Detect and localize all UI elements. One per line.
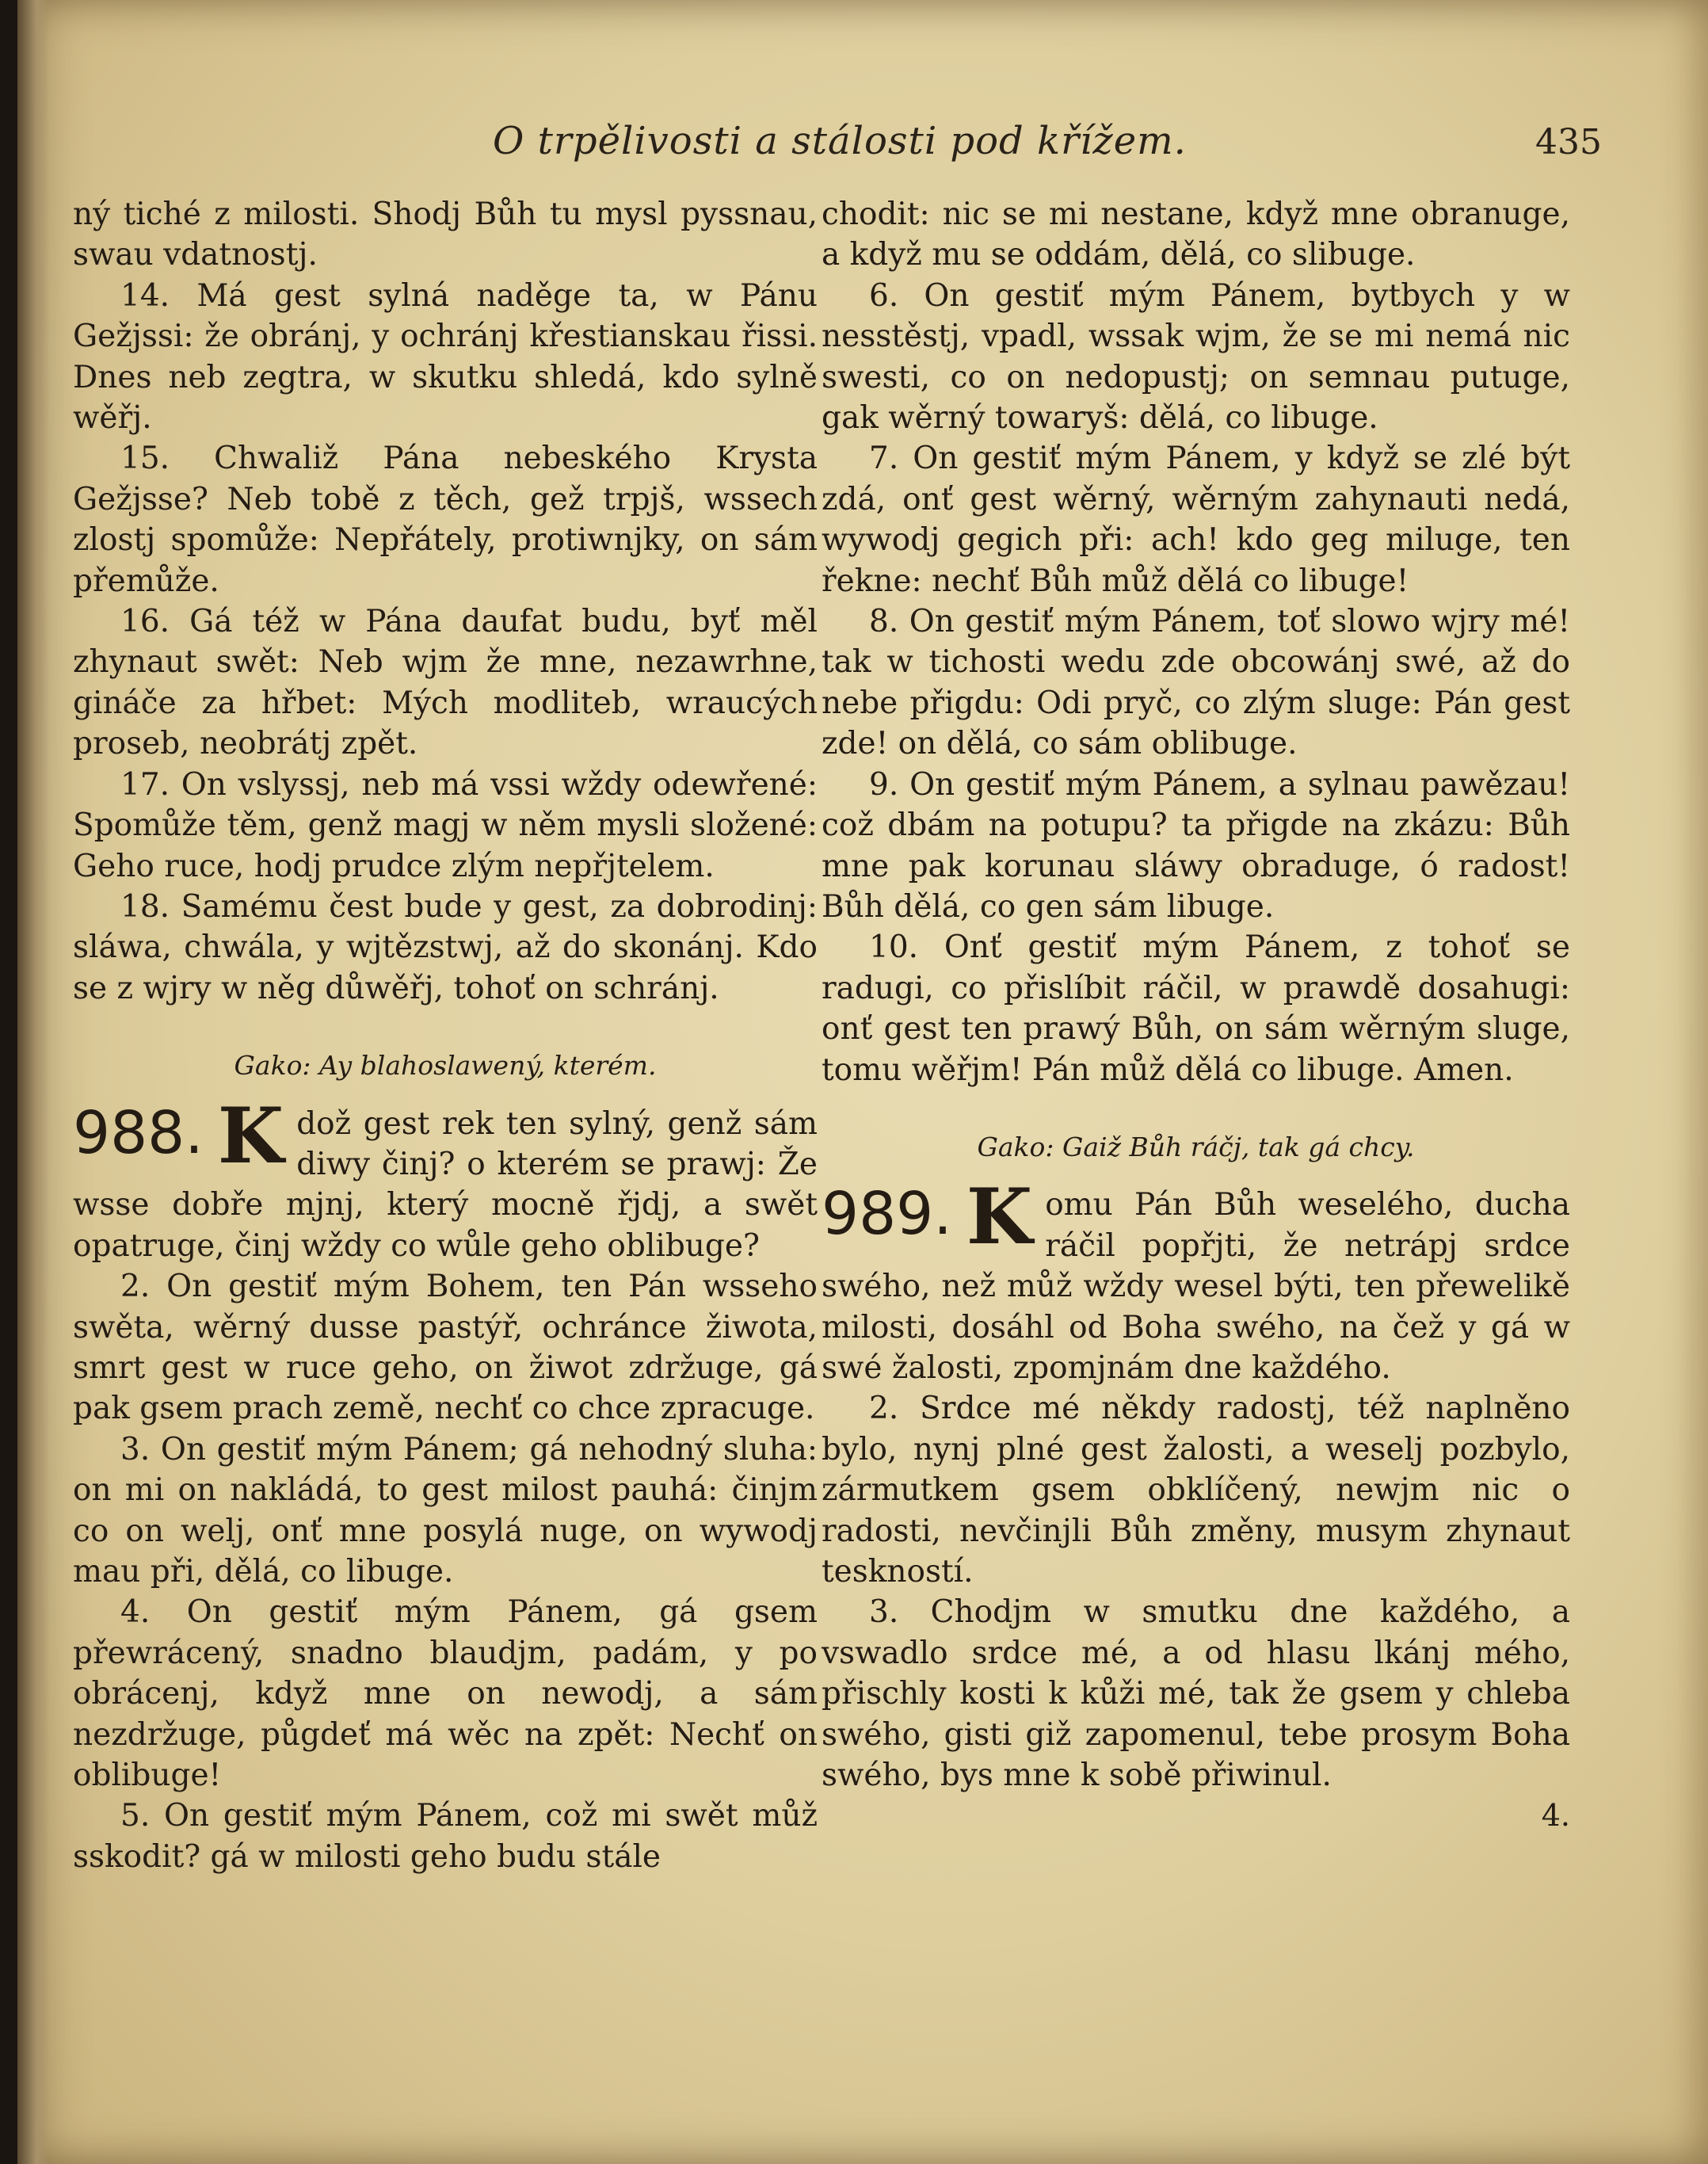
hymn-989	[822, 1172, 1570, 1388]
page-number: 435	[1535, 122, 1602, 162]
verse-14: 14. Má gest sylná naděge ta, w Pánu Gežjssi: že obránj, y ochránj křestianskau řissi. Dnes neb zegtra, w skutku shledá, kdo sylně wěřj.	[73, 277, 818, 437]
verse-continuation: ný tiché z milosti. Shodj Bůh tu mysl pyssnau, swau vdatnostj.	[73, 197, 818, 273]
hymn-number: 988.	[73, 1098, 204, 1167]
verse-6: 6. On gestiť mým Pánem, bytbych y w nesstěstj, vpadl, wssak wjm, že se mi nemá nic swesti, co on nedopustj; on semnau putuge, gak wěrný towaryš: dělá, co libuge.	[822, 277, 1570, 437]
hymn-988	[73, 1090, 818, 1267]
right-column	[822, 194, 1570, 1837]
verse-18: 18. Samému čest bude y gest, za dobrodinj: sláwa, chwála, y wjtězstwj, až do skonánj. Kdo se z wjry w něg důwěřj, tohoť on schránj.	[73, 888, 818, 1006]
verse-2: 2. Srdce mé někdy radostj, též naplněno bylo, nynj plné gest žalosti, a weselj pozbylo, zármutkem gsem obklíčený, newjm nic o radosti, nevčinjli Bůh změny, musym zhynaut teskností.	[822, 1391, 1570, 1590]
verse-10: 10. Onť gestiť mým Pánem, z tohoť se radugi, co přislíbit ráčil, w prawdě dosahugi: onť gest ten prawý Bůh, on sám wěrným sluge, tomu wěřjm! Pán můž dělá co libuge. Amen.	[822, 929, 1570, 1088]
drop-initial: K	[217, 1090, 284, 1181]
melody-heading: Gako: Ay blahoslawený, kterém.	[234, 1050, 657, 1082]
book-page	[17, 0, 1708, 2164]
verse-continuation: chodit: nic se mi nestane, když mne obranuge, a když mu se oddám, dělá, co slibuge.	[822, 197, 1570, 273]
page-header	[493, 119, 1602, 163]
running-title: O trpělivosti a stálosti pod křížem.	[493, 119, 1187, 163]
catchword: 4.	[1541, 1798, 1570, 1834]
verse-1: dož gest rek ten sylný, genž sám diwy činj? o kterém se prawj: Že wsse dobře mjnj, který mocně řjdj, a swět opatruge, činj wždy co wůle geho oblibuge?	[73, 1105, 818, 1264]
verse-3: 3. On gestiť mým Pánem; gá nehodný sluha: on mi on nakládá, to gest milost pauhá: činjm co on welj, onť mne posylá nuge, on wywodj mau při, dělá, co libuge.	[73, 1431, 818, 1590]
melody-heading: Gako: Gaiž Bůh ráčj, tak gá chcy.	[977, 1131, 1415, 1162]
hymn-number: 989.	[822, 1180, 952, 1249]
verse-1: omu Pán Bůh weselého, ducha ráčil popřjti, že netrápj srdce swého, než můž wždy wesel býti, ten přewelikě milosti, dosáhl od Boha swého, na čež y gá w swé žalosti, zpomjnám dne každého.	[822, 1187, 1570, 1386]
drop-initial: K	[966, 1172, 1033, 1262]
verse-9: 9. On gestiť mým Pánem, a sylnau pawězau! což dbám na potupu? ta přigde na zkázu: Bůh mne pak korunau sláwy obraduge, ó radost! Bůh dělá, co gen sám libuge.	[822, 766, 1570, 925]
verse-16: 16. Gá též w Pána daufat budu, byť měl zhynaut swět: Neb wjm že mne, nezawrhne, gináče za hřbet: Mých modliteb, wraucých proseb, neobrátj zpět.	[73, 604, 818, 762]
verse-3: 3. Chodjm w smutku dne každého, a vswadlo srdce mé, a od hlasu lkánj mého, přischly kosti k kůži mé, tak že gsem y chleba swého, gisti giž zapomenul, tebe prosym Boha swého, bys mne k sobě přiwinul.	[822, 1594, 1570, 1794]
binding-gutter	[17, 0, 49, 2164]
verse-17: 17. On vslyssj, neb má vssi wždy odewřené: Spomůže těm, genž magj w něm mysli složené: Geho ruce, hodj prudce zlým nepřjtelem.	[73, 766, 818, 884]
verse-2: 2. On gestiť mým Bohem, ten Pán wsseho swěta, wěrný dusse pastýř, ochránce žiwota, smrt gest w ruce geho, on žiwot zdržuge, gá pak gsem prach země, nechť co chce zpracuge.	[73, 1269, 818, 1427]
verse-4: 4. On gestiť mým Pánem, gá gsem přewrácený, snadno blaudjm, padám, y po obrácenj, když mne on newodj, a sám nezdržuge, půgdeť má wěc na zpět: Nechť on oblibuge!	[73, 1594, 818, 1794]
verse-7: 7. On gestiť mým Pánem, y když se zlé být zdá, onť gest wěrný, wěrným zahynauti nedá, wywodj gegich při: ach! kdo geg miluge, ten řekne: nechť Bůh můž dělá co libuge!	[822, 441, 1570, 599]
verse-8: 8. On gestiť mým Pánem, toť slowo wjry mé! tak w tichosti wedu zde obcowánj swé, až do nebe přigdu: Odi pryč, co zlým sluge: Pán gest zde! on dělá, co sám oblibuge.	[822, 604, 1570, 762]
verse-5: 5. On gestiť mým Pánem, což mi swět můž sskodit? gá w milosti geho budu stále	[73, 1798, 818, 1875]
verse-15: 15. Chwaliž Pána nebeského Krysta Gežjsse? Neb tobě z těch, gež trpjš, wssech zlostj spomůže: Nepřátely, protiwnjky, on sám přemůže.	[73, 441, 818, 599]
left-column	[73, 194, 818, 1877]
